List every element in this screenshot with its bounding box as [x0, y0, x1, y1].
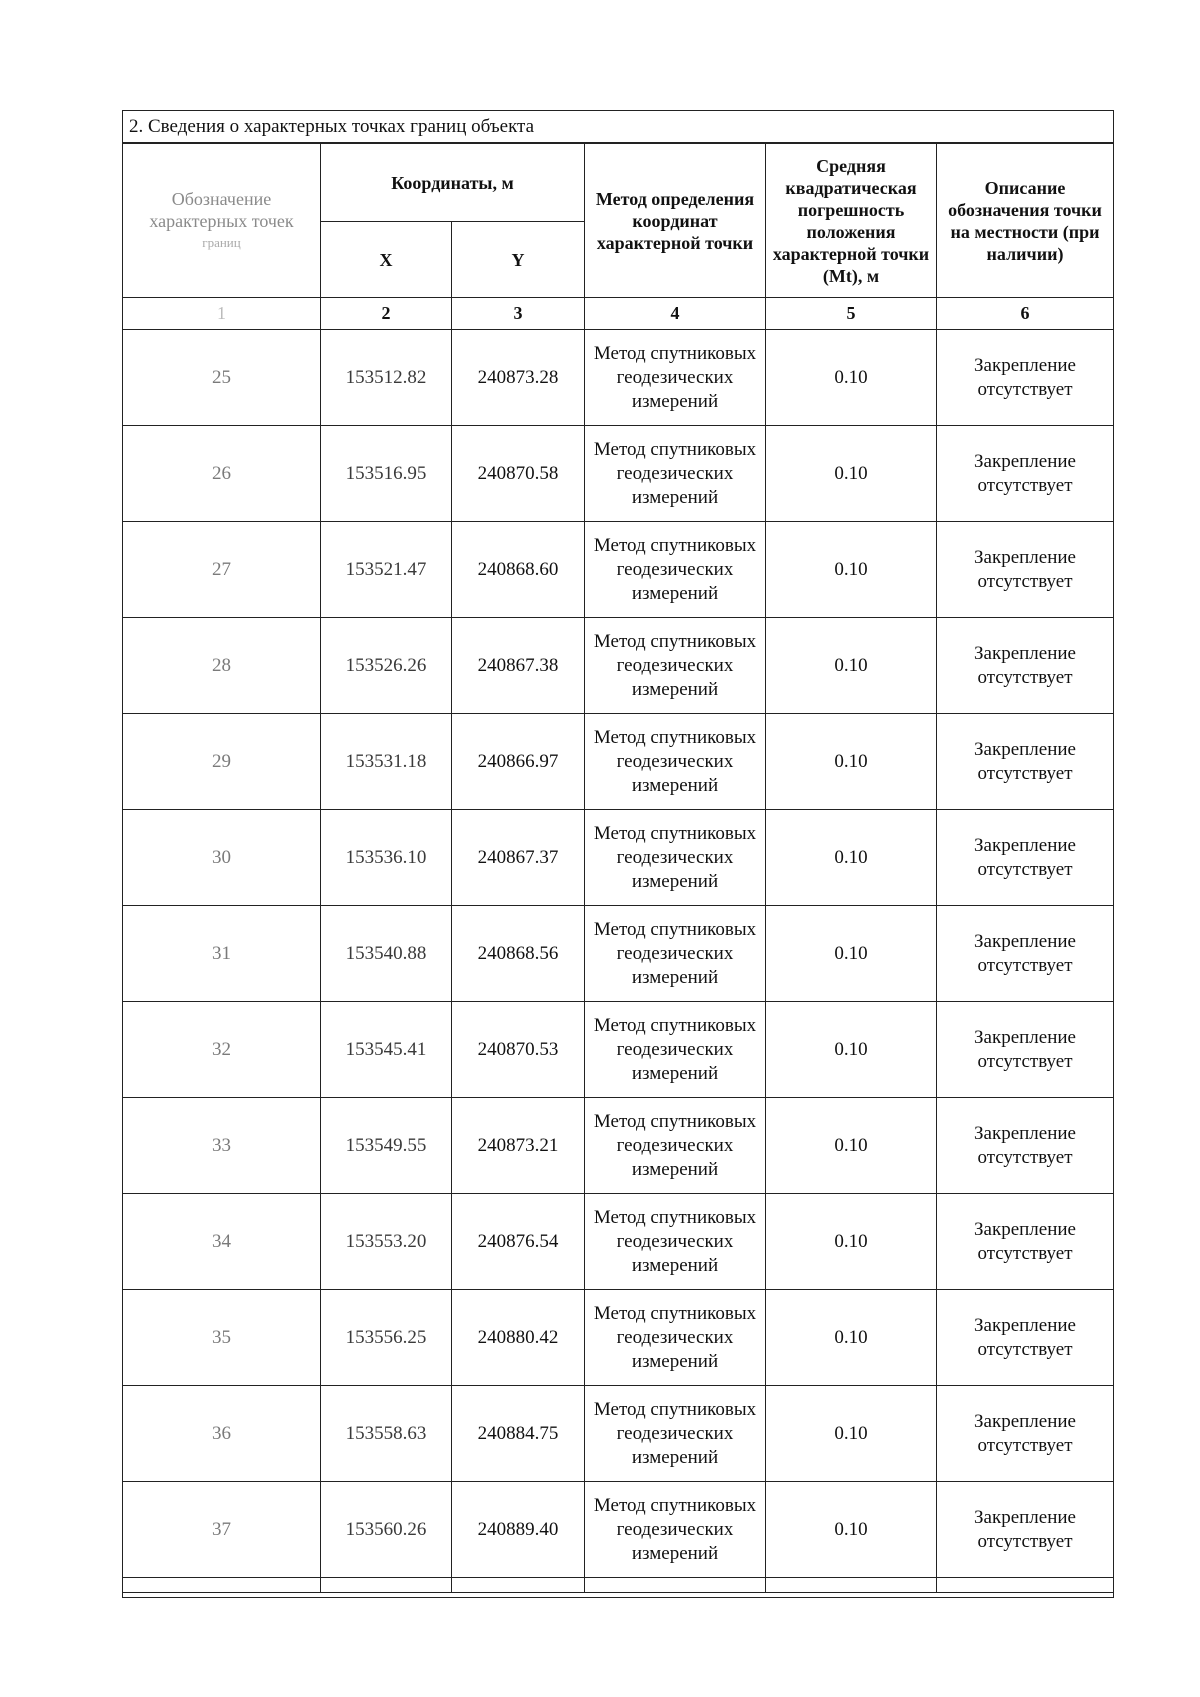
error-cell: 0.10 — [766, 1482, 937, 1578]
coordinate-x-cell: 153545.41 — [321, 1002, 452, 1098]
description-cell: Закрепление отсутствует — [937, 522, 1114, 618]
error-cell: 0.10 — [766, 426, 937, 522]
error-cell: 0.10 — [766, 1290, 937, 1386]
coordinate-x-cell: 153558.63 — [321, 1386, 452, 1482]
coordinate-x-cell: 153531.18 — [321, 714, 452, 810]
error-cell: 0.10 — [766, 330, 937, 426]
coordinate-x-cell: 153549.55 — [321, 1098, 452, 1194]
point-designation-cell: 35 — [123, 1290, 321, 1386]
error-cell: 0.10 — [766, 522, 937, 618]
boundary-points-table — [122, 143, 1114, 1593]
method-cell: Метод спутниковых геодезических измерений — [585, 906, 766, 1002]
coordinate-y-cell: 240873.28 — [452, 330, 585, 426]
coordinate-x-cell: 153512.82 — [321, 330, 452, 426]
method-cell: Метод спутниковых геодезических измерений — [585, 1002, 766, 1098]
coordinate-x-cell: 153556.25 — [321, 1290, 452, 1386]
description-cell: Закрепление отсутствует — [937, 1386, 1114, 1482]
empty-cell — [585, 1578, 766, 1593]
coordinate-y-cell: 240876.54 — [452, 1194, 585, 1290]
table-row — [123, 714, 1114, 810]
point-designation-cell: 32 — [123, 1002, 321, 1098]
coordinate-y-cell: 240867.37 — [452, 810, 585, 906]
document-page — [122, 110, 1114, 1598]
description-cell: Закрепление отсутствует — [937, 810, 1114, 906]
error-cell: 0.10 — [766, 906, 937, 1002]
description-cell: Закрепление отсутствует — [937, 1194, 1114, 1290]
description-cell: Закрепление отсутствует — [937, 426, 1114, 522]
empty-cell — [452, 1578, 585, 1593]
description-cell: Закрепление отсутствует — [937, 906, 1114, 1002]
error-cell: 0.10 — [766, 714, 937, 810]
description-cell: Закрепление отсутствует — [937, 618, 1114, 714]
header-description: Описание обозначения точки на местности (при наличии) — [937, 144, 1114, 298]
error-cell: 0.10 — [766, 1002, 937, 1098]
point-designation-cell: 26 — [123, 426, 321, 522]
coordinate-y-cell: 240868.56 — [452, 906, 585, 1002]
error-cell: 0.10 — [766, 618, 937, 714]
description-cell: Закрепление отсутствует — [937, 1098, 1114, 1194]
coordinate-y-cell: 240870.53 — [452, 1002, 585, 1098]
empty-cell — [123, 1578, 321, 1593]
method-cell: Метод спутниковых геодезических измерений — [585, 714, 766, 810]
table-row — [123, 1098, 1114, 1194]
table-row — [123, 618, 1114, 714]
section-title: 2. Сведения о характерных точках границ объекта — [123, 111, 1113, 143]
method-cell: Метод спутниковых геодезических измерений — [585, 618, 766, 714]
error-cell: 0.10 — [766, 1194, 937, 1290]
method-cell: Метод спутниковых геодезических измерений — [585, 1098, 766, 1194]
header-y: Y — [452, 222, 585, 298]
point-designation-cell: 29 — [123, 714, 321, 810]
header-coordinates: Координаты, м — [321, 144, 585, 222]
error-cell: 0.10 — [766, 810, 937, 906]
description-cell: Закрепление отсутствует — [937, 714, 1114, 810]
point-designation-cell: 34 — [123, 1194, 321, 1290]
point-designation-cell: 37 — [123, 1482, 321, 1578]
table-row — [123, 1002, 1114, 1098]
empty-cell — [321, 1578, 452, 1593]
table-row — [123, 1290, 1114, 1386]
coordinate-y-cell: 240873.21 — [452, 1098, 585, 1194]
error-cell: 0.10 — [766, 1098, 937, 1194]
description-cell: Закрепление отсутствует — [937, 1290, 1114, 1386]
header-x: X — [321, 222, 452, 298]
column-number: 5 — [766, 298, 937, 330]
point-designation-cell: 33 — [123, 1098, 321, 1194]
table-row — [123, 1482, 1114, 1578]
point-designation-cell: 27 — [123, 522, 321, 618]
coordinate-y-cell: 240866.97 — [452, 714, 585, 810]
header-point-designation — [123, 144, 321, 298]
header-point-designation-label: Обозначение характерных точек — [149, 188, 294, 231]
table-row — [123, 330, 1114, 426]
header-error: Средняя квадратическая погрешность положения характерной точки (Mt), м — [766, 144, 937, 298]
description-cell: Закрепление отсутствует — [937, 330, 1114, 426]
coordinate-x-cell: 153540.88 — [321, 906, 452, 1002]
description-cell: Закрепление отсутствует — [937, 1482, 1114, 1578]
coordinate-x-cell: 153536.10 — [321, 810, 452, 906]
coordinate-x-cell: 153516.95 — [321, 426, 452, 522]
coordinate-y-cell: 240867.38 — [452, 618, 585, 714]
coordinate-x-cell: 153553.20 — [321, 1194, 452, 1290]
coordinate-y-cell: 240868.60 — [452, 522, 585, 618]
table-row — [123, 522, 1114, 618]
column-number: 1 — [123, 298, 321, 330]
point-designation-cell: 30 — [123, 810, 321, 906]
coordinate-y-cell: 240884.75 — [452, 1386, 585, 1482]
column-number: 3 — [452, 298, 585, 330]
table-row — [123, 1194, 1114, 1290]
header-method: Метод определения координат характерной точки — [585, 144, 766, 298]
column-number: 6 — [937, 298, 1114, 330]
error-cell: 0.10 — [766, 1386, 937, 1482]
table-tail-row — [123, 1578, 1114, 1593]
description-cell: Закрепление отсутствует — [937, 1002, 1114, 1098]
point-designation-cell: 36 — [123, 1386, 321, 1482]
coordinate-x-cell: 153526.26 — [321, 618, 452, 714]
method-cell: Метод спутниковых геодезических измерений — [585, 1482, 766, 1578]
method-cell: Метод спутниковых геодезических измерений — [585, 522, 766, 618]
coordinate-x-cell: 153521.47 — [321, 522, 452, 618]
method-cell: Метод спутниковых геодезических измерений — [585, 1386, 766, 1482]
point-designation-cell: 25 — [123, 330, 321, 426]
point-designation-cell: 28 — [123, 618, 321, 714]
method-cell: Метод спутниковых геодезических измерений — [585, 1194, 766, 1290]
table-row — [123, 1386, 1114, 1482]
method-cell: Метод спутниковых геодезических измерений — [585, 810, 766, 906]
coordinate-y-cell: 240880.42 — [452, 1290, 585, 1386]
empty-cell — [937, 1578, 1114, 1593]
coordinate-y-cell: 240870.58 — [452, 426, 585, 522]
column-number: 4 — [585, 298, 766, 330]
table-row — [123, 810, 1114, 906]
coordinate-x-cell: 153560.26 — [321, 1482, 452, 1578]
table-row — [123, 906, 1114, 1002]
column-number: 2 — [321, 298, 452, 330]
method-cell: Метод спутниковых геодезических измерений — [585, 330, 766, 426]
point-designation-cell: 31 — [123, 906, 321, 1002]
method-cell: Метод спутниковых геодезических измерений — [585, 1290, 766, 1386]
method-cell: Метод спутниковых геодезических измерений — [585, 426, 766, 522]
coordinate-y-cell: 240889.40 — [452, 1482, 585, 1578]
header-point-designation-faded: границ — [202, 234, 241, 250]
table-row — [123, 426, 1114, 522]
empty-cell — [766, 1578, 937, 1593]
